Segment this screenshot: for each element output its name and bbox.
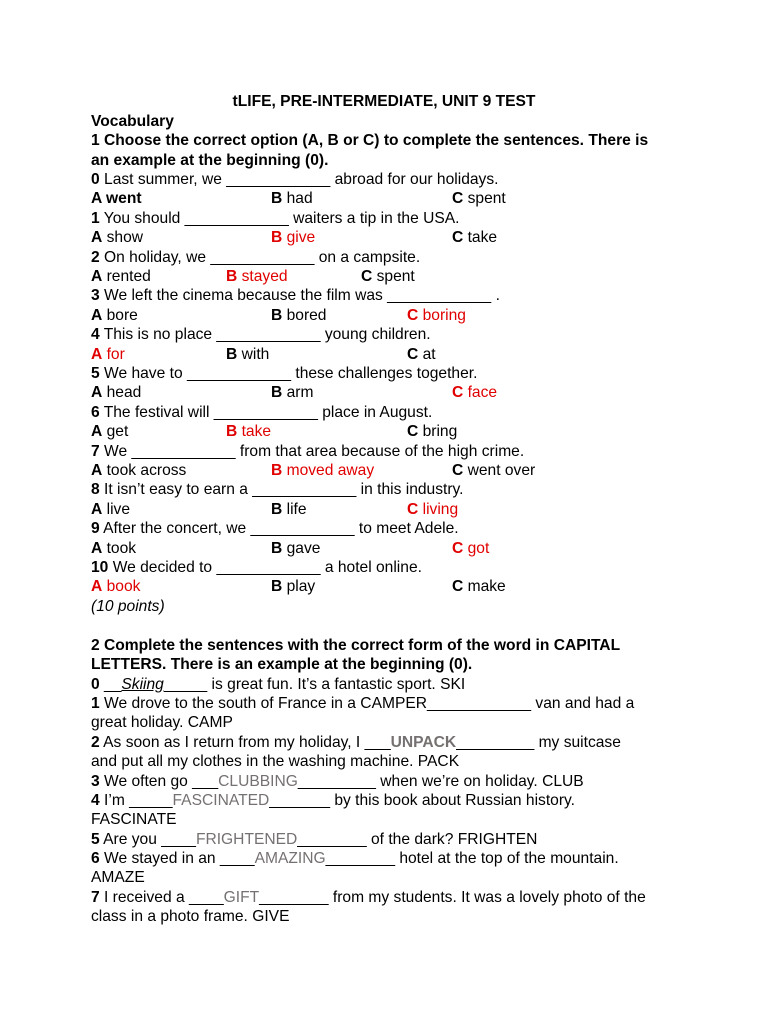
question-number: 2 bbox=[91, 734, 100, 751]
question-number: 3 bbox=[91, 773, 100, 790]
option-letter: B bbox=[271, 500, 283, 518]
option-b bbox=[226, 422, 271, 441]
question-text: We drove to the south of France in a CAMPER____________ van and had a bbox=[99, 695, 635, 712]
question-text: . bbox=[491, 287, 500, 305]
option-letter: A bbox=[91, 190, 102, 208]
option-text: get bbox=[102, 423, 129, 441]
options-row bbox=[91, 383, 677, 402]
option-letter: A bbox=[91, 539, 103, 557]
question-number: 4 bbox=[91, 792, 100, 809]
option-c bbox=[361, 267, 415, 286]
answer-blank: ____________ bbox=[216, 559, 321, 576]
question-text: ________ hotel at the top of the mountain. bbox=[325, 850, 619, 867]
question-text: We stayed in an ____ bbox=[99, 850, 255, 867]
question-line bbox=[91, 733, 621, 752]
question-text: in this industry. bbox=[356, 481, 464, 499]
option-letter: C bbox=[452, 384, 464, 402]
option-c bbox=[452, 228, 497, 247]
option-letter: A bbox=[91, 229, 103, 247]
option-text: live bbox=[102, 500, 130, 518]
option-text: took bbox=[102, 539, 137, 557]
question-number: 8 bbox=[91, 481, 100, 499]
question-number: 4 bbox=[91, 326, 100, 344]
question-3 bbox=[91, 286, 500, 305]
answer-blank: ____________ bbox=[252, 481, 357, 499]
option-a bbox=[91, 306, 138, 325]
option-a bbox=[91, 461, 186, 480]
option-letter: C bbox=[407, 345, 419, 363]
answer-blank: ____________ bbox=[226, 171, 331, 188]
option-letter: A bbox=[91, 462, 103, 479]
section1-instruction bbox=[91, 131, 677, 150]
option-text: book bbox=[102, 578, 141, 596]
filled-answer: UNPACK bbox=[390, 734, 457, 751]
option-text: show bbox=[102, 229, 144, 247]
answer-blank: ____________ bbox=[216, 326, 321, 344]
option-letter: A bbox=[91, 306, 103, 324]
option-c bbox=[407, 422, 457, 441]
question-text: to meet Adele. bbox=[354, 520, 459, 538]
question-text: On holiday, we bbox=[99, 248, 211, 266]
section-heading: Vocabulary bbox=[91, 113, 174, 130]
option-letter: B bbox=[271, 229, 283, 247]
answer-blank: ____________ bbox=[210, 248, 315, 266]
option-b bbox=[271, 189, 313, 208]
option-letter: B bbox=[271, 578, 283, 596]
question-text: As soon as I return from my holiday, I ___ bbox=[99, 734, 391, 751]
question-line bbox=[91, 888, 646, 907]
options-row bbox=[91, 461, 677, 480]
question-2 bbox=[91, 248, 420, 267]
filled-answer: FRIGHTENED bbox=[195, 831, 298, 848]
question-2 bbox=[91, 733, 677, 752]
question-2-line2: and put all my clothes in the washing machine. PACK bbox=[91, 753, 460, 770]
instruction-line: 2 Complete the sentences with the correct form of the word in CAPITAL bbox=[91, 637, 621, 654]
option-b bbox=[271, 461, 374, 480]
option-b bbox=[271, 539, 320, 558]
page-title: tLIFE, PRE-INTERMEDIATE, UNIT 9 TEST bbox=[232, 93, 536, 110]
question-4 bbox=[91, 791, 677, 810]
question-10 bbox=[91, 558, 422, 577]
question-number: 3 bbox=[91, 287, 100, 305]
option-text: living bbox=[418, 500, 459, 518]
option-c bbox=[452, 577, 506, 596]
option-c bbox=[407, 345, 436, 364]
section2-instruction-line2: LETTERS. There is an example at the beginning (0). bbox=[91, 656, 473, 673]
option-text: make bbox=[463, 578, 506, 596]
filled-answer: AMAZING bbox=[254, 850, 326, 867]
option-text: bore bbox=[102, 306, 138, 324]
option-a bbox=[91, 500, 130, 519]
option-letter: C bbox=[407, 306, 419, 324]
filled-answer: FASCINATED bbox=[172, 792, 270, 809]
question-text: We left the cinema because the film was bbox=[99, 287, 388, 305]
answer-blank: ____________ bbox=[387, 287, 492, 305]
option-text: bring bbox=[418, 423, 458, 441]
option-text: had bbox=[282, 190, 313, 208]
question-8 bbox=[91, 480, 464, 499]
option-text: for bbox=[102, 345, 125, 363]
options-row bbox=[91, 577, 677, 596]
filled-answer: CLUBBING bbox=[218, 773, 298, 790]
option-letter: A bbox=[91, 384, 103, 402]
option-b bbox=[271, 306, 326, 325]
question-text: After the concert, we bbox=[99, 520, 251, 538]
option-a bbox=[91, 267, 151, 286]
question-1-line2: great holiday. CAMP bbox=[91, 714, 233, 731]
question-text: We often go ___ bbox=[99, 773, 219, 790]
option-c bbox=[407, 306, 466, 325]
option-a bbox=[91, 577, 140, 596]
question-number: 9 bbox=[91, 520, 100, 538]
option-text: arm bbox=[282, 384, 314, 402]
instruction-line: 1 Choose the correct option (A, B or C) to complete the sentences. There is bbox=[91, 132, 649, 149]
option-b bbox=[271, 500, 307, 519]
question-number: 5 bbox=[91, 831, 100, 848]
question-0 bbox=[91, 170, 498, 189]
question-9 bbox=[91, 519, 459, 538]
answer-blank: ____________ bbox=[186, 365, 292, 382]
option-text: took across bbox=[102, 462, 187, 479]
option-letter: B bbox=[271, 190, 283, 208]
option-c bbox=[407, 500, 458, 519]
option-letter: C bbox=[407, 500, 419, 518]
question-number: 1 bbox=[91, 209, 100, 227]
answer-blank: ____________ bbox=[131, 442, 236, 460]
section2-instruction bbox=[91, 636, 677, 655]
question-text: ________ from my students. It was a lovely photo of the bbox=[259, 889, 646, 906]
question-1 bbox=[91, 209, 460, 228]
question-line bbox=[91, 791, 575, 810]
question-text: _____ is great fun. It’s a fantastic sport. SKI bbox=[163, 676, 466, 693]
answer-blank: ____________ bbox=[184, 209, 289, 227]
option-letter: B bbox=[271, 384, 283, 402]
question-text: a hotel online. bbox=[320, 559, 422, 576]
option-text: spent bbox=[463, 190, 506, 208]
option-text: boring bbox=[418, 306, 466, 324]
question-text: abroad for our holidays. bbox=[330, 171, 499, 188]
answer-blank: ____________ bbox=[250, 520, 355, 538]
option-text: with bbox=[237, 345, 270, 363]
question-number: 2 bbox=[91, 248, 100, 266]
option-text: take bbox=[237, 423, 272, 441]
question-number: 6 bbox=[91, 850, 100, 867]
option-a bbox=[91, 189, 142, 208]
option-a bbox=[91, 383, 141, 402]
option-letter: B bbox=[271, 462, 283, 479]
question-1 bbox=[91, 694, 677, 713]
question-number: 5 bbox=[91, 365, 100, 382]
section1-instruction-line2: an example at the beginning (0). bbox=[91, 152, 329, 169]
option-c bbox=[452, 383, 497, 402]
question-6 bbox=[91, 403, 432, 422]
question-6 bbox=[91, 849, 677, 868]
option-b bbox=[271, 577, 315, 596]
option-b bbox=[226, 345, 269, 364]
question-5 bbox=[91, 830, 537, 849]
option-text: moved away bbox=[282, 462, 375, 479]
option-text: give bbox=[282, 229, 316, 247]
option-text: play bbox=[282, 578, 316, 596]
option-a bbox=[91, 228, 143, 247]
question-7-line2: class in a photo frame. GIVE bbox=[91, 908, 290, 925]
question-0 bbox=[91, 675, 465, 694]
options-row bbox=[91, 228, 677, 247]
question-3 bbox=[91, 772, 584, 791]
option-a bbox=[91, 539, 136, 558]
blank: __ bbox=[99, 676, 122, 693]
question-line bbox=[91, 849, 619, 868]
option-letter: B bbox=[226, 268, 238, 285]
option-text: went over bbox=[463, 462, 536, 479]
option-letter: A bbox=[91, 268, 103, 285]
option-text: went bbox=[101, 190, 142, 208]
question-6-line2: AMAZE bbox=[91, 869, 145, 886]
question-text: ________ of the dark? FRIGHTEN bbox=[297, 831, 538, 848]
option-c bbox=[452, 539, 489, 558]
question-text: _______ by this book about Russian history. bbox=[269, 792, 575, 809]
question-7 bbox=[91, 888, 677, 907]
option-b bbox=[271, 383, 313, 402]
option-letter: C bbox=[452, 578, 464, 596]
section1-points: (10 points) bbox=[91, 598, 165, 615]
question-text: We decided to bbox=[108, 559, 217, 576]
question-text: young children. bbox=[320, 326, 431, 344]
option-text: spent bbox=[372, 268, 415, 285]
question-text: place in August. bbox=[317, 403, 433, 421]
question-number: 0 bbox=[91, 171, 100, 188]
option-letter: A bbox=[91, 500, 103, 518]
question-text: these challenges together. bbox=[291, 365, 478, 382]
option-b bbox=[271, 228, 315, 247]
option-letter: A bbox=[91, 578, 103, 596]
question-number: 1 bbox=[91, 695, 100, 712]
option-a bbox=[91, 345, 125, 364]
question-line bbox=[91, 694, 634, 713]
question-text: It isn’t easy to earn a bbox=[99, 481, 253, 499]
question-text: This is no place bbox=[99, 326, 217, 344]
option-letter: A bbox=[91, 423, 103, 441]
option-letter: C bbox=[452, 539, 464, 557]
option-text: stayed bbox=[237, 268, 288, 285]
options-row bbox=[91, 306, 677, 325]
option-text: bored bbox=[282, 306, 327, 324]
question-text: I received a ____ bbox=[99, 889, 224, 906]
option-letter: C bbox=[452, 190, 464, 208]
option-letter: B bbox=[226, 423, 238, 441]
question-7 bbox=[91, 442, 524, 461]
option-text: take bbox=[463, 229, 498, 247]
question-4-line2: FASCINATE bbox=[91, 811, 177, 828]
option-letter: C bbox=[361, 268, 373, 285]
question-text: I’m _____ bbox=[99, 792, 173, 809]
question-text: _________ my suitcase bbox=[456, 734, 621, 751]
options-row bbox=[91, 189, 677, 208]
question-number: 7 bbox=[91, 889, 100, 906]
option-text: at bbox=[418, 345, 436, 363]
question-number: 6 bbox=[91, 403, 100, 421]
question-text: _________ when we’re on holiday. CLUB bbox=[297, 773, 584, 790]
option-letter: B bbox=[271, 306, 283, 324]
option-text: gave bbox=[282, 539, 321, 557]
question-text: We bbox=[99, 442, 132, 460]
options-row bbox=[91, 500, 677, 519]
question-number: 10 bbox=[91, 559, 109, 576]
option-letter: B bbox=[271, 539, 283, 557]
question-text: Are you ____ bbox=[99, 831, 196, 848]
question-text: from that area because of the high crime. bbox=[235, 442, 525, 460]
question-text: waiters a tip in the USA. bbox=[288, 209, 460, 227]
question-5 bbox=[91, 364, 477, 383]
option-letter: C bbox=[452, 229, 464, 247]
answer-blank: ____________ bbox=[213, 403, 318, 421]
option-c bbox=[452, 461, 535, 480]
option-c bbox=[452, 189, 506, 208]
option-text: head bbox=[102, 384, 142, 402]
option-text: face bbox=[463, 384, 498, 402]
question-text: Last summer, we bbox=[99, 171, 227, 188]
option-letter: C bbox=[407, 423, 419, 441]
question-text: We have to bbox=[99, 365, 187, 382]
options-row bbox=[91, 539, 677, 558]
question-number: 7 bbox=[91, 442, 100, 460]
question-text: You should bbox=[99, 209, 185, 227]
example-answer: Skiing bbox=[121, 676, 164, 693]
question-text: on a campsite. bbox=[314, 248, 421, 266]
options-row bbox=[91, 422, 677, 441]
option-text: rented bbox=[102, 268, 151, 285]
option-text: life bbox=[282, 500, 307, 518]
filled-answer: GIFT bbox=[223, 889, 260, 906]
option-letter: C bbox=[452, 462, 464, 479]
option-text: got bbox=[463, 539, 490, 557]
options-row bbox=[91, 345, 677, 364]
option-a bbox=[91, 422, 128, 441]
option-letter: A bbox=[91, 345, 103, 363]
option-letter: B bbox=[226, 345, 238, 363]
question-4 bbox=[91, 325, 431, 344]
option-b bbox=[226, 267, 288, 286]
question-number: 0 bbox=[91, 676, 100, 693]
question-text: The festival will bbox=[99, 403, 214, 421]
options-row bbox=[91, 267, 677, 286]
